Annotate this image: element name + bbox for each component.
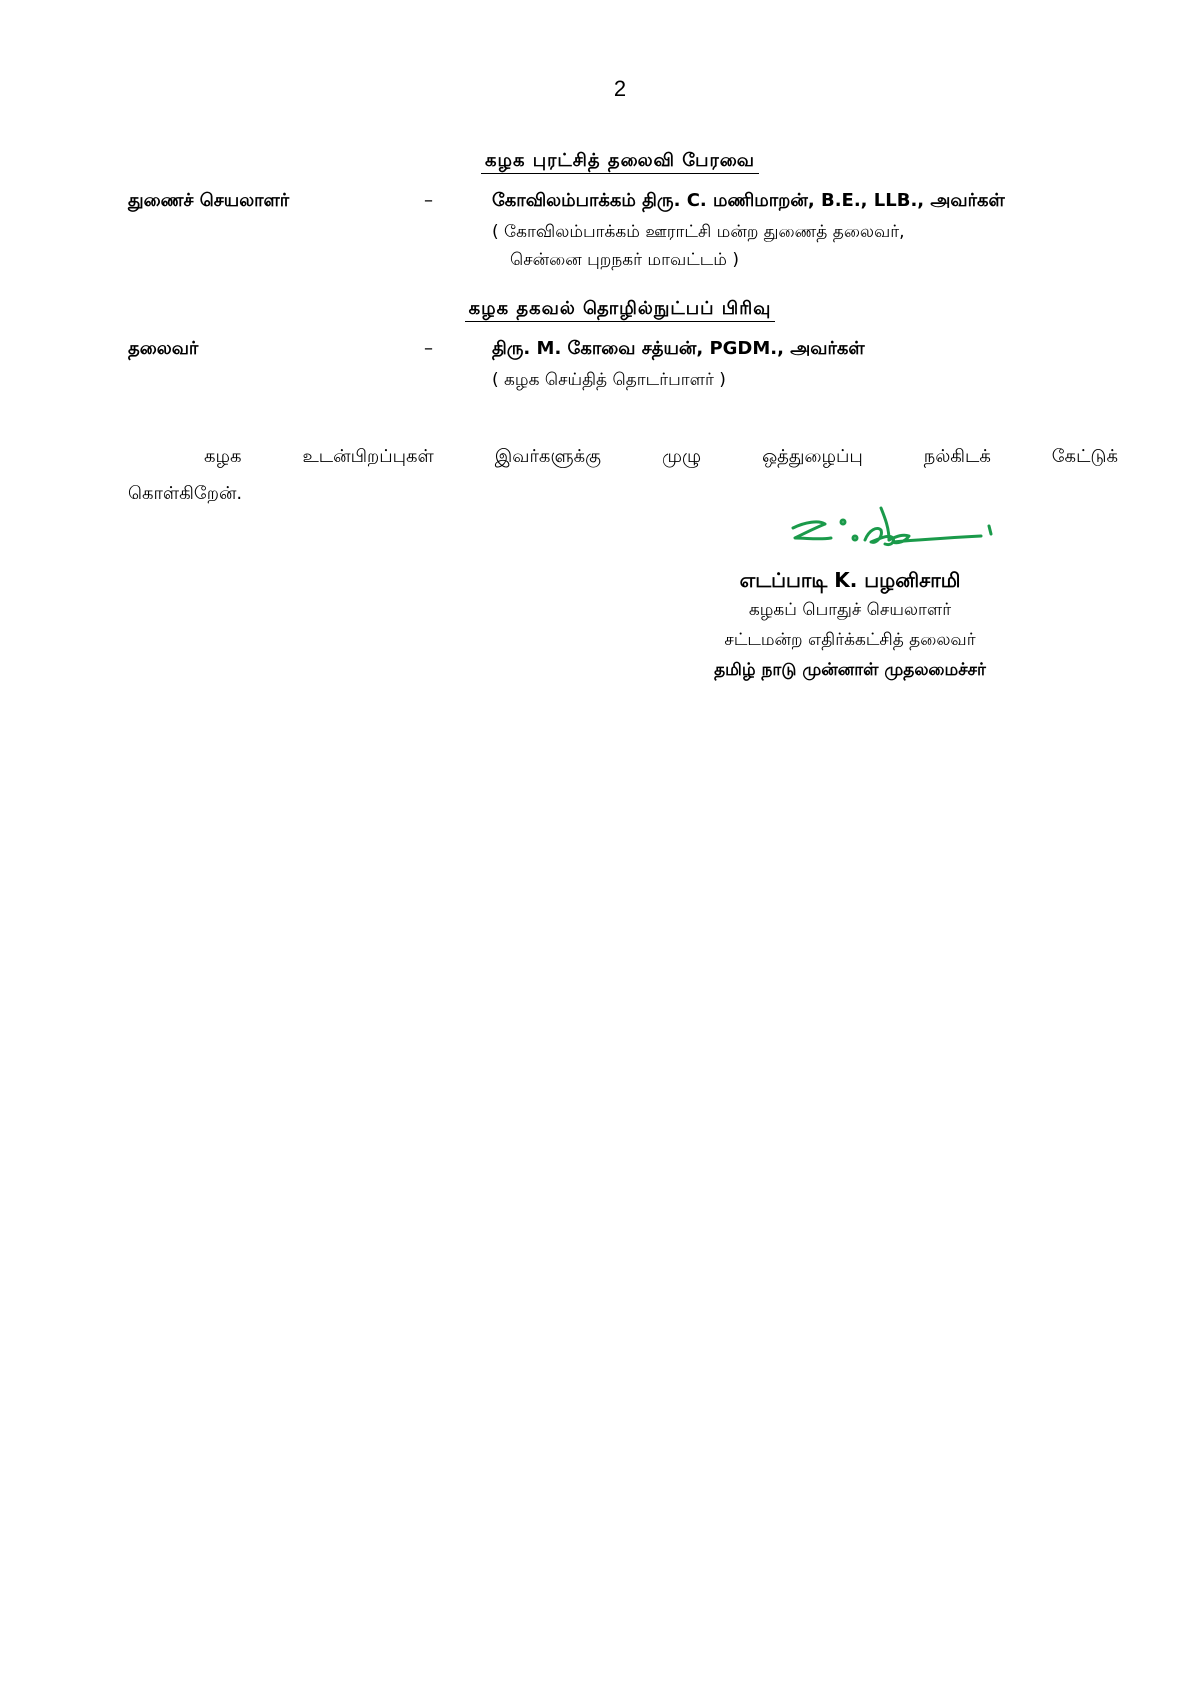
appointee-detail-line: சென்னை புறநகர் மாவட்டம் ) (510, 250, 740, 270)
paragraph-word: ஒத்துழைப்பு (762, 446, 863, 467)
section-heading-peravai (0, 150, 1200, 173)
paragraph-word: நல்கிடக் (923, 446, 991, 467)
paragraph-word: உடன்பிறப்புகள் (302, 446, 434, 467)
paragraph-line-2: கொள்கிறேன். (128, 483, 243, 504)
signatory-title: சட்டமன்ற எதிர்க்கட்சித் தலைவர் (724, 630, 976, 650)
paragraph-line-1 (128, 438, 1118, 475)
paragraph-word: இவர்களுக்கு (494, 446, 601, 467)
handwritten-signature-icon (785, 500, 1005, 564)
signature-block (650, 565, 1050, 685)
paragraph-word: கழக (204, 446, 242, 467)
signatory-title: கழகப் பொதுச் செயலாளர் (748, 600, 952, 620)
appointee-detail-line: ( கோவிலம்பாக்கம் ஊராட்சி மன்ற துணைத் தலைவர், (492, 222, 905, 242)
appointee-name: திரு. M. கோவை சத்யன், PGDM., அவர்கள் (492, 338, 865, 359)
section-heading-text: கழக புரட்சித் தலைவி பேரவை (481, 150, 759, 174)
appointment-row-deputy-secretary (128, 190, 1118, 280)
section-heading-text: கழக தகவல் தொழில்நுட்பப் பிரிவு (465, 298, 776, 322)
appointee-detail-line: ( கழக செய்தித் தொடர்பாளர் ) (492, 370, 726, 390)
paragraph-word: முழு (661, 446, 702, 467)
page-number: 2 (613, 76, 627, 101)
paragraph-word: கேட்டுக் (1051, 446, 1118, 467)
appointment-row-president (128, 338, 1118, 398)
signatory-title: தமிழ் நாடு முன்னாள் முதலமைச்சர் (714, 660, 986, 680)
section-heading-it-wing (0, 298, 1200, 321)
role-label: துணைச் செயலாளர் (128, 190, 290, 211)
dash-separator: – (424, 190, 433, 211)
appointee-name: கோவிலம்பாக்கம் திரு. C. மணிமாறன், B.E., LLB., அவர்கள் (492, 190, 1005, 211)
signatory-name: எடப்பாடி K. பழனிசாமி (739, 568, 961, 592)
role-label: தலைவர் (128, 338, 199, 359)
dash-separator: – (424, 338, 433, 359)
